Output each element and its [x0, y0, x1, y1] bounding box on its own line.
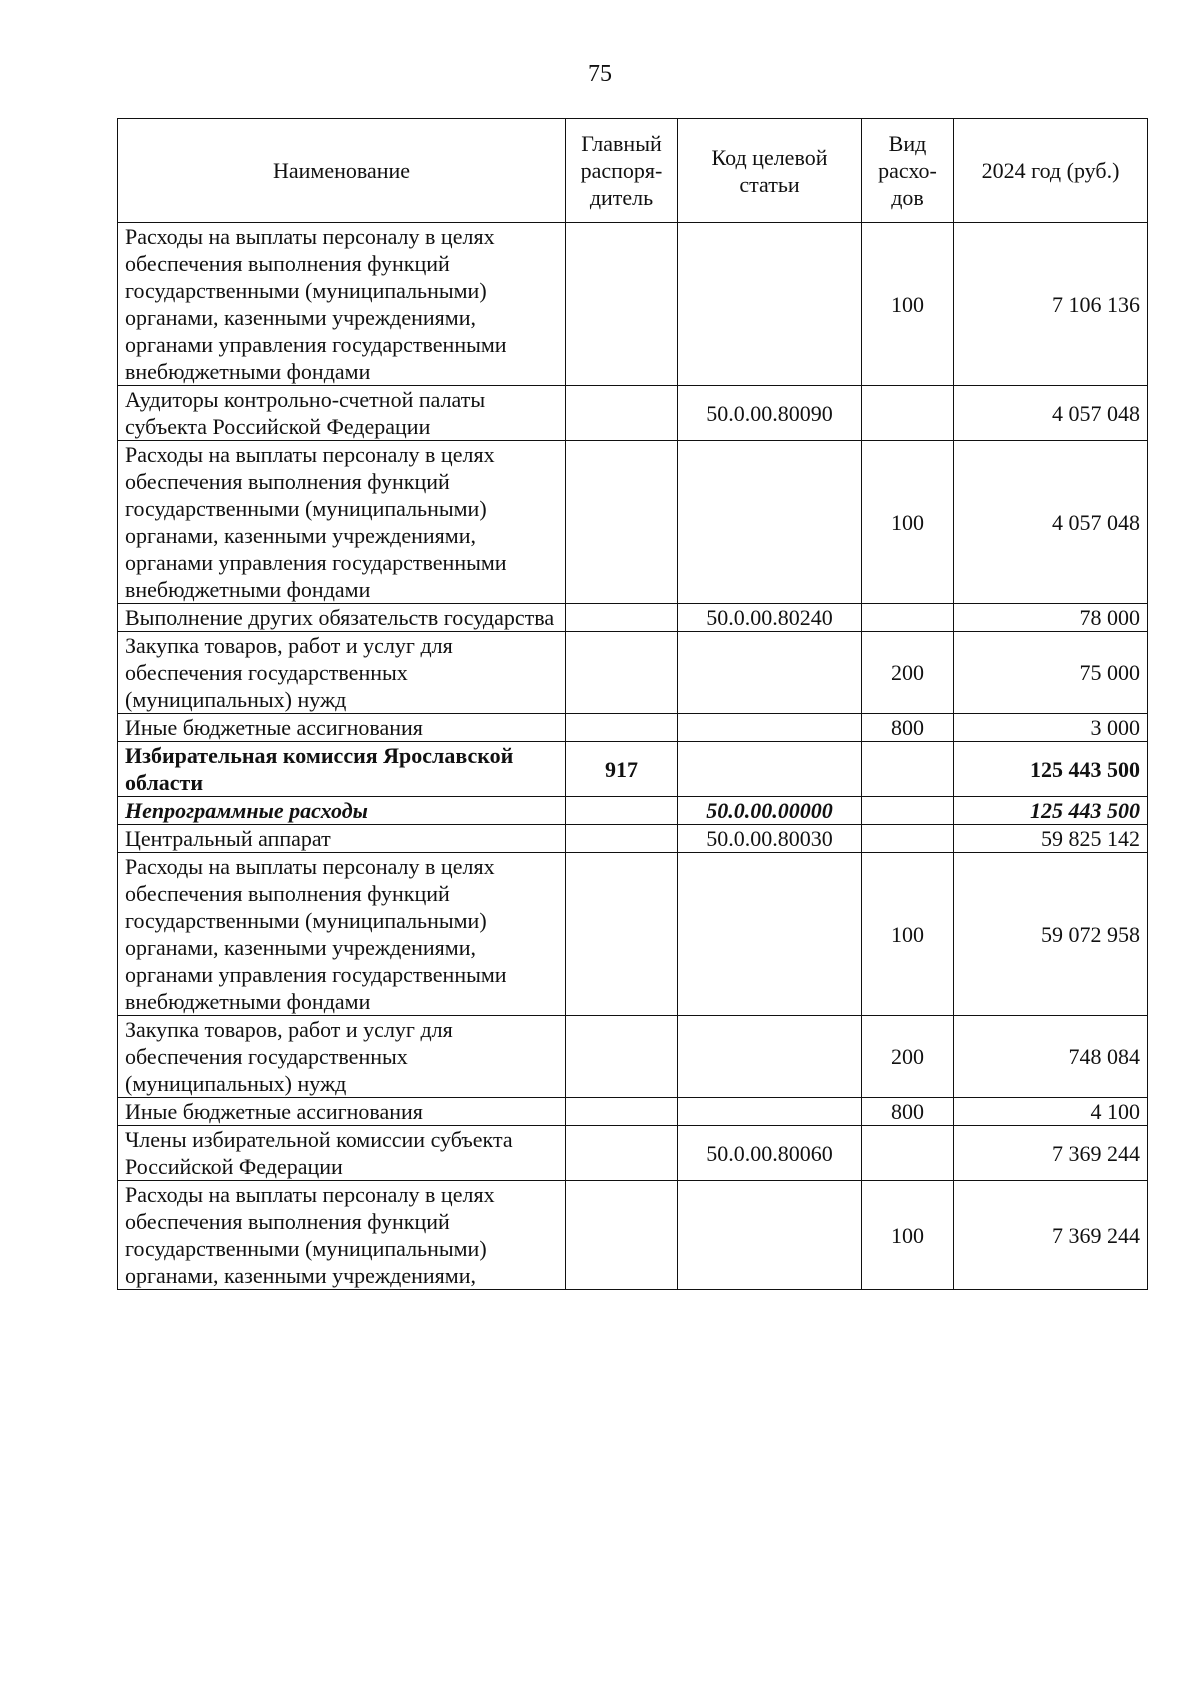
cell-type: 100	[862, 441, 954, 604]
table-row	[118, 1126, 1148, 1181]
cell-name: Расходы на выплаты персоналу в целях обеспечения выполнения функций государственными (муниципальными) органами, казенными учреждениями, органами управления государственными внебюджетными фондами	[118, 441, 566, 604]
cell-type	[862, 1126, 954, 1181]
page-number: 75	[588, 61, 612, 87]
cell-type: 200	[862, 632, 954, 714]
cell-admin	[566, 1016, 678, 1098]
cell-code: 50.0.00.80240	[678, 604, 862, 632]
table-row	[118, 1098, 1148, 1126]
table-body	[118, 223, 1148, 1290]
cell-amount: 59 825 142	[954, 825, 1148, 853]
cell-amount: 75 000	[954, 632, 1148, 714]
cell-type: 100	[862, 853, 954, 1016]
cell-name: Аудиторы контрольно-счетной палаты субъекта Российской Федерации	[118, 386, 566, 441]
cell-name: Закупка товаров, работ и услуг для обеспечения государственных (муниципальных) нужд	[118, 1016, 566, 1098]
budget-table	[117, 118, 1148, 1290]
cell-amount: 7 369 244	[954, 1181, 1148, 1290]
cell-admin	[566, 797, 678, 825]
cell-type	[862, 825, 954, 853]
header-amount: 2024 год (руб.)	[954, 119, 1148, 223]
cell-type: 800	[862, 1098, 954, 1126]
cell-amount: 748 084	[954, 1016, 1148, 1098]
cell-type: 800	[862, 714, 954, 742]
cell-code	[678, 1016, 862, 1098]
cell-amount: 4 100	[954, 1098, 1148, 1126]
cell-admin	[566, 632, 678, 714]
cell-name: Расходы на выплаты персоналу в целях обеспечения выполнения функций государственными (муниципальными) органами, казенными учреждениями,	[118, 1181, 566, 1290]
cell-admin	[566, 1098, 678, 1126]
cell-name: Непрограммные расходы	[118, 797, 566, 825]
table-row	[118, 223, 1148, 386]
table-row	[118, 797, 1148, 825]
cell-amount: 7 106 136	[954, 223, 1148, 386]
cell-code	[678, 223, 862, 386]
cell-type	[862, 386, 954, 441]
header-admin: Главный распоря-дитель	[566, 119, 678, 223]
table-row	[118, 604, 1148, 632]
cell-name: Расходы на выплаты персоналу в целях обеспечения выполнения функций государственными (муниципальными) органами, казенными учреждениями, органами управления государственными внебюджетными фондами	[118, 223, 566, 386]
cell-name: Расходы на выплаты персоналу в целях обеспечения выполнения функций государственными (муниципальными) органами, казенными учреждениями, органами управления государственными внебюджетными фондами	[118, 853, 566, 1016]
cell-type: 200	[862, 1016, 954, 1098]
cell-code	[678, 1098, 862, 1126]
cell-name: Иные бюджетные ассигнования	[118, 1098, 566, 1126]
cell-type: 100	[862, 223, 954, 386]
cell-admin	[566, 441, 678, 604]
table-row	[118, 742, 1148, 797]
table-row	[118, 853, 1148, 1016]
cell-amount: 125 443 500	[954, 742, 1148, 797]
cell-name: Выполнение других обязательств государства	[118, 604, 566, 632]
cell-admin	[566, 604, 678, 632]
cell-code	[678, 853, 862, 1016]
cell-name: Иные бюджетные ассигнования	[118, 714, 566, 742]
cell-name: Избирательная комиссия Ярославской области	[118, 742, 566, 797]
cell-type	[862, 742, 954, 797]
table-header-row	[118, 119, 1148, 223]
table-row	[118, 714, 1148, 742]
cell-amount: 78 000	[954, 604, 1148, 632]
cell-code	[678, 1181, 862, 1290]
cell-admin	[566, 223, 678, 386]
cell-admin	[566, 853, 678, 1016]
cell-amount: 59 072 958	[954, 853, 1148, 1016]
cell-admin	[566, 1181, 678, 1290]
header-type: Вид расхо-дов	[862, 119, 954, 223]
cell-type	[862, 797, 954, 825]
cell-name: Члены избирательной комиссии субъекта Российской Федерации	[118, 1126, 566, 1181]
table-row	[118, 441, 1148, 604]
cell-type: 100	[862, 1181, 954, 1290]
header-code: Код целевой статьи	[678, 119, 862, 223]
cell-name: Центральный аппарат	[118, 825, 566, 853]
cell-admin	[566, 386, 678, 441]
table-row	[118, 825, 1148, 853]
cell-code: 50.0.00.80060	[678, 1126, 862, 1181]
cell-code: 50.0.00.00000	[678, 797, 862, 825]
cell-code	[678, 714, 862, 742]
cell-code	[678, 441, 862, 604]
cell-amount: 125 443 500	[954, 797, 1148, 825]
cell-name: Закупка товаров, работ и услуг для обеспечения государственных (муниципальных) нужд	[118, 632, 566, 714]
cell-code: 50.0.00.80090	[678, 386, 862, 441]
cell-amount: 4 057 048	[954, 386, 1148, 441]
cell-admin	[566, 714, 678, 742]
cell-admin	[566, 1126, 678, 1181]
header-name: Наименование	[118, 119, 566, 223]
table-row	[118, 1181, 1148, 1290]
cell-admin: 917	[566, 742, 678, 797]
cell-code	[678, 742, 862, 797]
cell-amount: 4 057 048	[954, 441, 1148, 604]
table-row	[118, 386, 1148, 441]
cell-type	[862, 604, 954, 632]
cell-code	[678, 632, 862, 714]
cell-amount: 7 369 244	[954, 1126, 1148, 1181]
cell-amount: 3 000	[954, 714, 1148, 742]
cell-code: 50.0.00.80030	[678, 825, 862, 853]
table-row	[118, 632, 1148, 714]
table-row	[118, 1016, 1148, 1098]
cell-admin	[566, 825, 678, 853]
